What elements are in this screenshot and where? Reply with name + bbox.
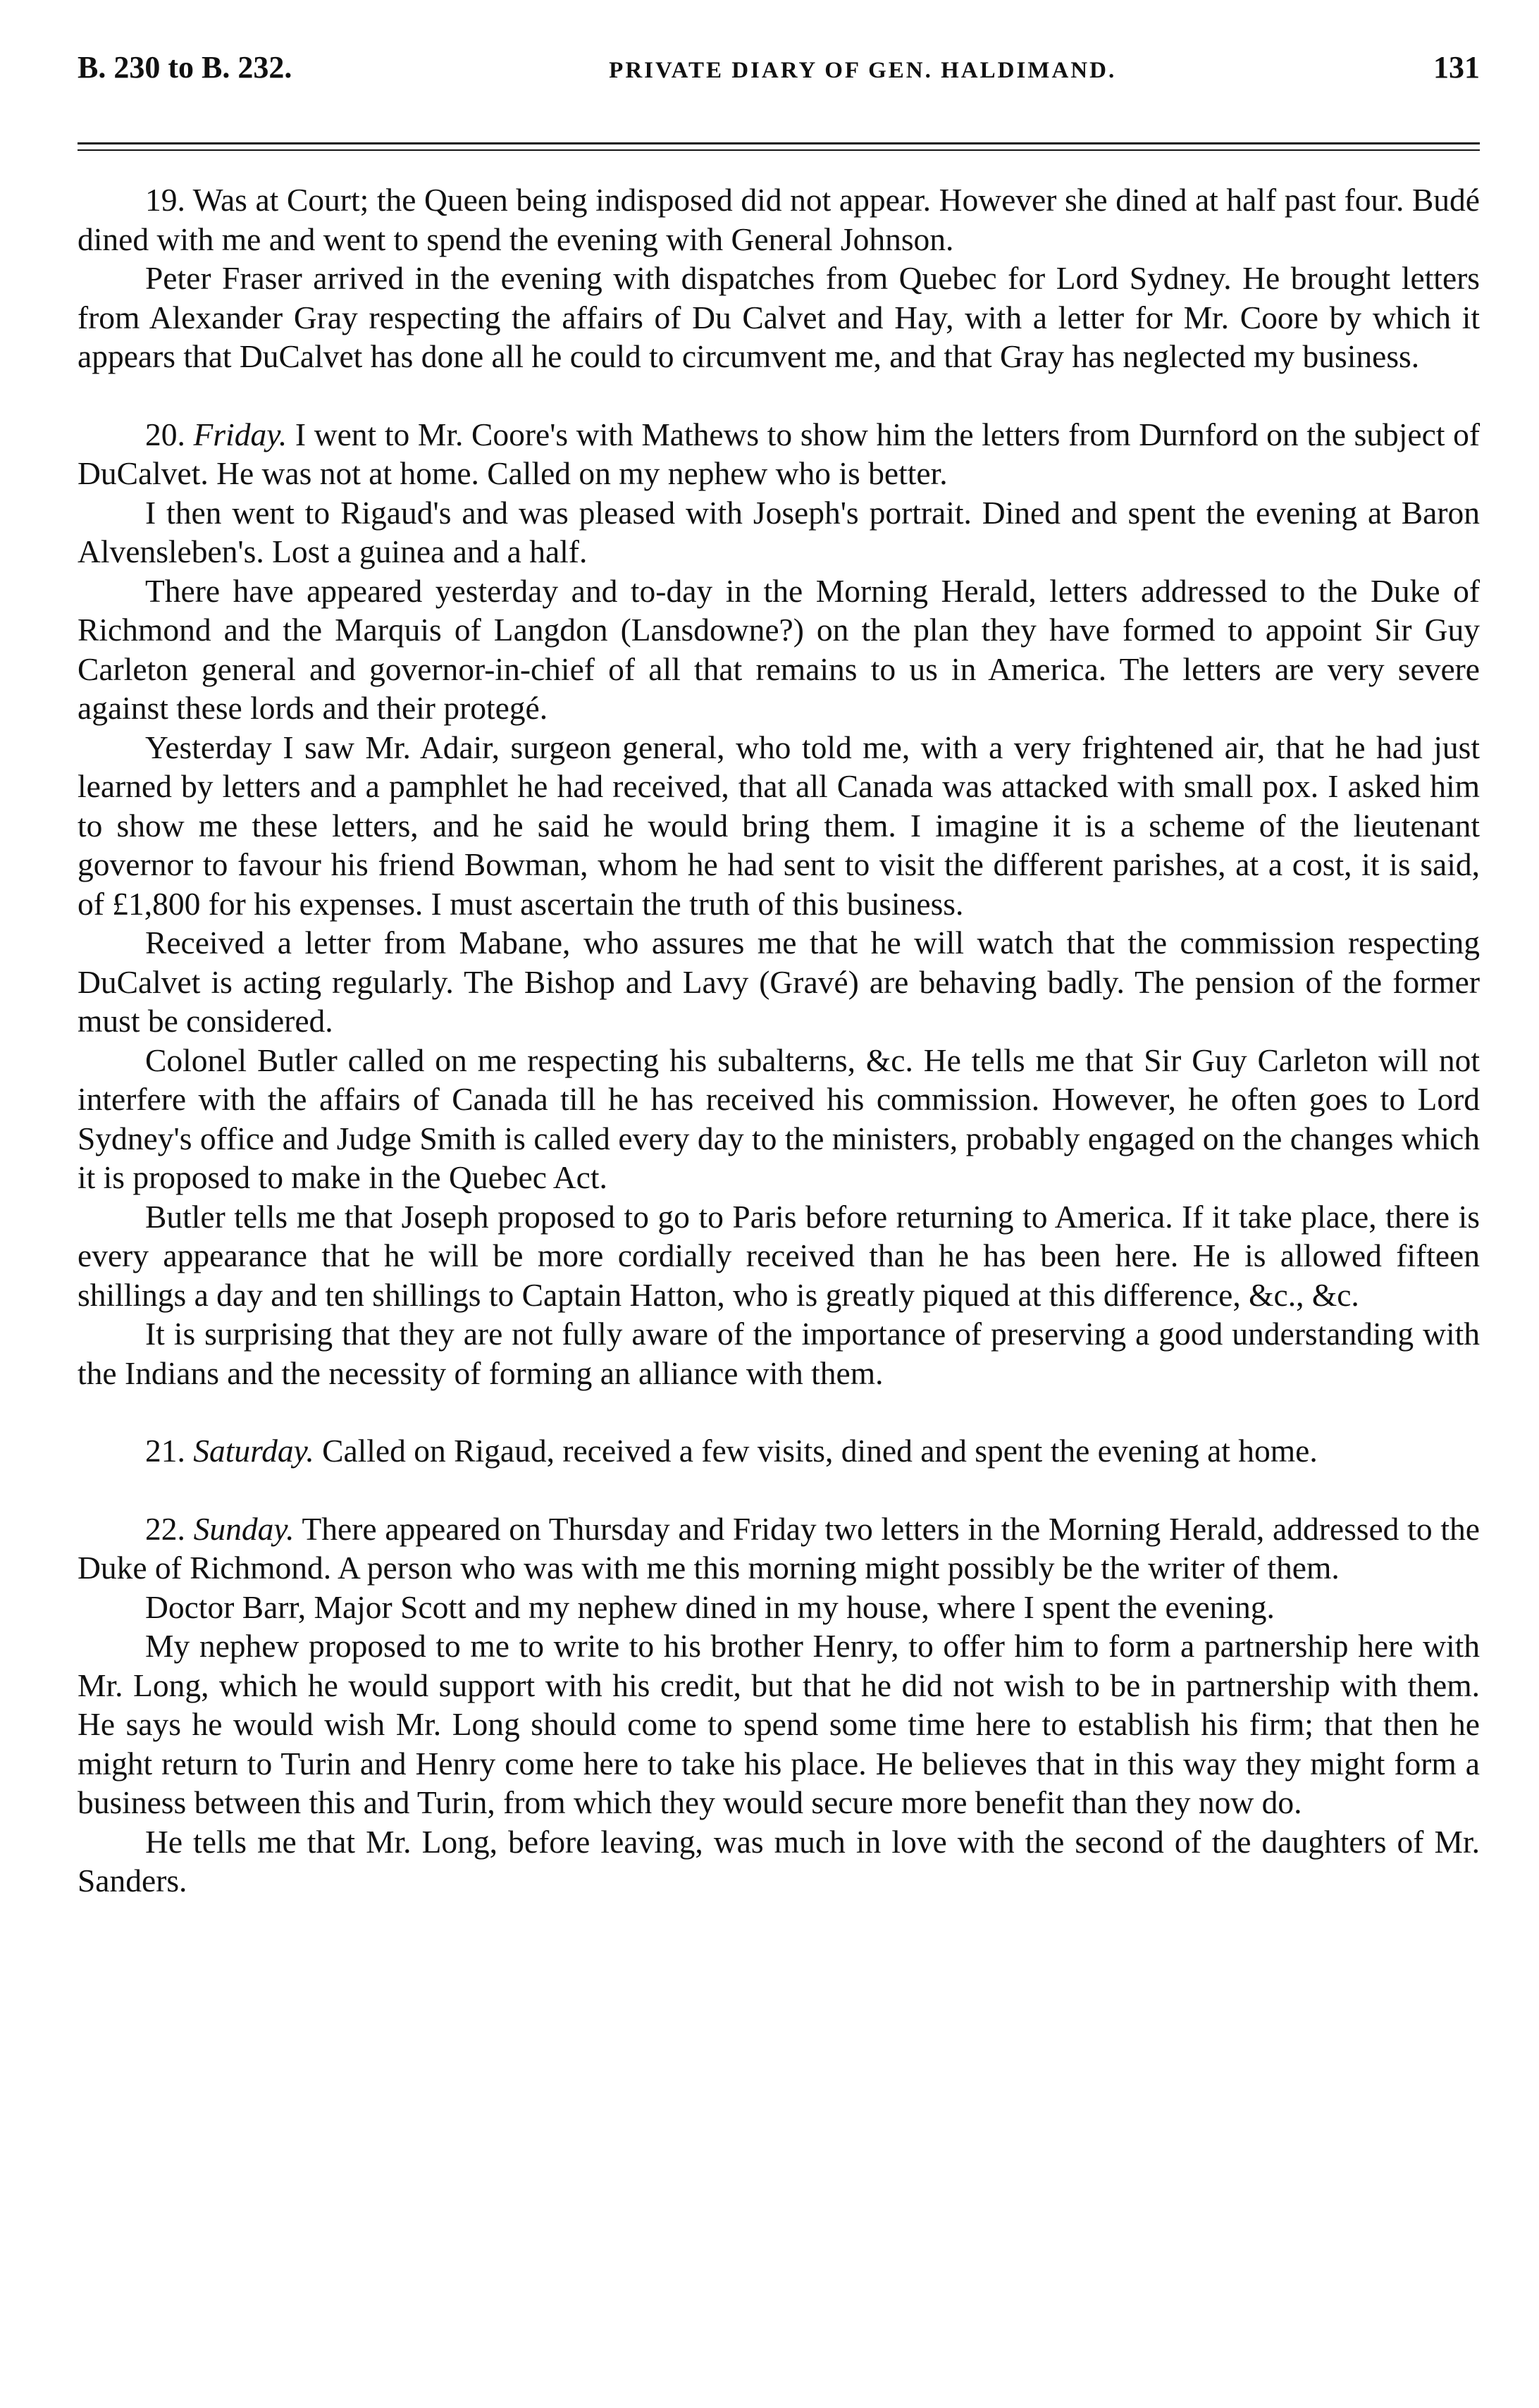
- entry-paragraph: [78, 1431, 1480, 1471]
- diary-entry: [78, 180, 1480, 376]
- entry-paragraph: [78, 415, 1480, 493]
- entry-weekday: Friday.: [193, 416, 288, 452]
- entry-paragraph: [78, 1509, 1480, 1588]
- diary-entry: [78, 1509, 1480, 1901]
- paragraph-text: Butler tells me that Joseph proposed to go to Paris before returning to America. If it take place, there is every appearance that he will be more cordially received than he has been here. He is allowed fifteen shillings a day and ten shillings to Captain Hatton, who is greatly piqued at this difference, &c., &c.: [78, 1198, 1480, 1313]
- header-rule: [78, 142, 1480, 151]
- entry-paragraph: [78, 728, 1480, 924]
- entry-paragraph: [78, 1197, 1480, 1315]
- paragraph-text: Yesterday I saw Mr. Adair, surgeon general, who told me, with a very frightened air, that he had just learned by letters and a pamphlet he had received, that all Canada was attacked with small pox. I asked him to show me these letters, and he said he would bring them. I imagine it is a scheme of the lieutenant governor to favour his friend Bowman, whom he had sent to visit the different parishes, at a cost, it is said, of £1,800 for his expenses. I must ascertain the truth of this business.: [78, 729, 1480, 922]
- paragraph-text: My nephew proposed to me to write to his brother Henry, to offer him to form a partnership here with Mr. Long, which he would support with his credit, but that he did not wish to be in partnership with them. He says he would wish Mr. Long should come to spend some time here to establish his firm; that then he might return to Turin and Henry come here to take his place. He believes that in this way they might form a business between this and Turin, from which they would secure more benefit than they now do.: [78, 1628, 1480, 1820]
- entry-date: 22.: [145, 1510, 185, 1547]
- paragraph-text: Doctor Barr, Major Scott and my nephew dined in my house, where I spent the evening.: [145, 1588, 1275, 1625]
- paragraph-text: I then went to Rigaud's and was pleased with Joseph's portrait. Dined and spent the evening at Baron Alvensleben's. Lost a guinea and a half.: [78, 494, 1480, 569]
- paragraph-text: Peter Fraser arrived in the evening with dispatches from Quebec for Lord Sydney. He brought letters from Alexander Gray respecting the affairs of Du Calvet and Hay, with a letter for Mr. Coore by which it appears that DuCalvet has done all he could to circumvent me, and that Gray has neglected my business.: [78, 260, 1480, 374]
- entry-paragraph: [78, 1588, 1480, 1627]
- entry-paragraph: [78, 1041, 1480, 1197]
- entry-paragraph: [78, 1822, 1480, 1901]
- entry-paragraph: [78, 493, 1480, 572]
- header-title: PRIVATE DIARY OF GEN. HALDIMAND.: [609, 58, 1117, 83]
- paragraph-text: He tells me that Mr. Long, before leaving, was much in love with the second of the daughters of Mr. Sanders.: [78, 1823, 1480, 1898]
- running-header: [78, 49, 1480, 107]
- entry-weekday: Saturday.: [193, 1433, 314, 1469]
- paragraph-text: Colonel Butler called on me respecting his subalterns, &c. He tells me that Sir Guy Carleton will not interfere with the affairs of Canada till he has received his commission. However, he often goes to Lord Sydney's office and Judge Smith is called every day to the ministers, probably engaged on the changes which it is proposed to make in the Quebec Act.: [78, 1042, 1480, 1195]
- entry-paragraph: [78, 180, 1480, 259]
- entry-weekday: Sunday.: [193, 1510, 295, 1547]
- paragraph-text: There appeared on Thursday and Friday two letters in the Morning Herald, addressed to the Duke of Richmond. A person who was with me this morning might possibly be the writer of them.: [78, 1510, 1480, 1586]
- paragraph-text: It is surprising that they are not fully aware of the importance of preserving a good understanding with the Indians and the necessity of forming an alliance with them.: [78, 1316, 1480, 1391]
- paragraph-text: There have appeared yesterday and to-day in the Morning Herald, letters addressed to the Duke of Richmond and the Marquis of Langdon (Lansdowne?) on the plan they have formed to appoint Sir Guy Carleton general and governor-in-chief of all that remains to us in America. The letters are very severe against these lords and their protegé.: [78, 572, 1480, 726]
- diary-entry: [78, 415, 1480, 1393]
- document-page: [78, 49, 1480, 1901]
- entry-date: 19.: [145, 182, 185, 218]
- entry-paragraph: [78, 1314, 1480, 1393]
- paragraph-text: Called on Rigaud, received a few visits, dined and spent the evening at home.: [322, 1433, 1318, 1469]
- page-number: 131: [1433, 50, 1480, 85]
- entry-paragraph: [78, 259, 1480, 376]
- header-reference: B. 230 to B. 232.: [78, 50, 292, 85]
- paragraph-text: I went to Mr. Coore's with Mathews to show him the letters from Durnford on the subject of DuCalvet. He was not at home. Called on my nephew who is better.: [78, 416, 1481, 491]
- diary-entry: [78, 1431, 1480, 1471]
- diary-body: [78, 180, 1480, 1901]
- entry-paragraph: [78, 923, 1480, 1041]
- paragraph-text: Received a letter from Mabane, who assures me that he will watch that the commission respecting DuCalvet is acting regularly. The Bishop and Lavy (Gravé) are behaving badly. The pension of the former must be considered.: [78, 925, 1480, 1039]
- entry-paragraph: [78, 1626, 1480, 1822]
- entry-date: 20.: [145, 416, 185, 452]
- paragraph-text: Was at Court; the Queen being indisposed did not appear. However she dined at half past four. Budé dined with me and went to spend the evening with General Johnson.: [78, 182, 1480, 257]
- entry-paragraph: [78, 572, 1480, 728]
- entry-date: 21.: [145, 1433, 185, 1469]
